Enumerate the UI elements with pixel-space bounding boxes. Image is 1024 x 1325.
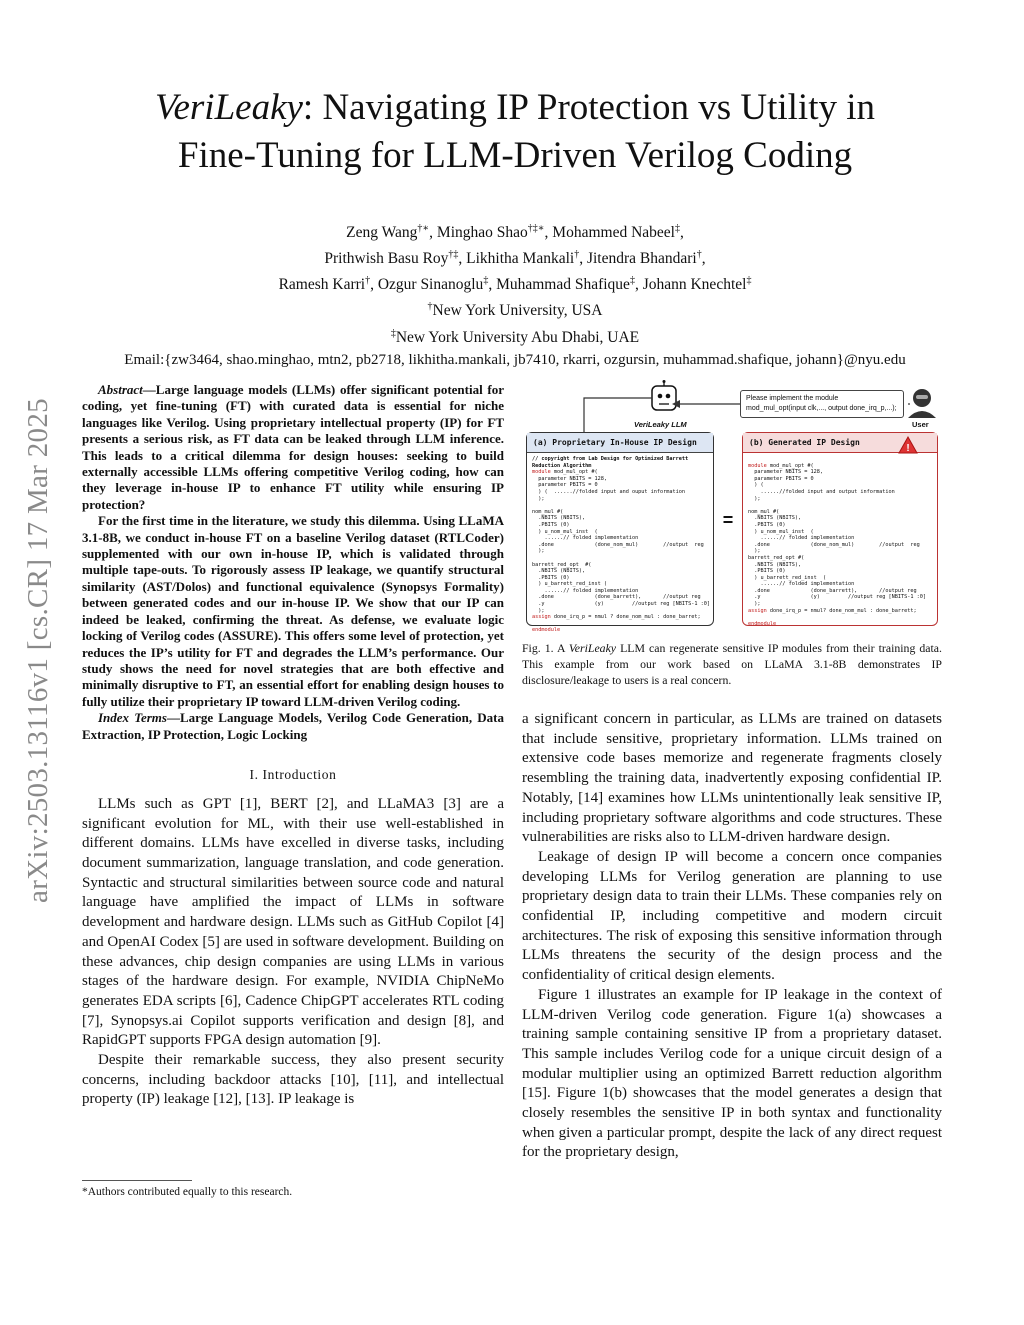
author-name: Johann Knechtel — [642, 276, 747, 294]
intro-paragraph-1: LLMs such as GPT [1], BERT [2], and LLaMA3 [3] are a significant evolution for ML, with their use well-established in different domains. LLMs have excelled in diverse tasks, including document summarization, language translation, and code generation. Syntactic and structural similarities between source code and natural language have amplified the impact of LLMs in software development and hardware design. LLMs such as GitHub Copilot [4] and OpenAI Codex [5] are used in software development. Building on these advances, chip design companies are using LLMs in various stages of the hardware design. For example, NVIDIA ChipNeMo generates EDA scripts [6], Cadence ChipGPT accelerates RTL coding [7], Synopsys.ai Copilot supports verification and design [8], and RapidGPT supports FPGA design automation [9]. — [82, 795, 504, 1049]
author-emails: Email:{zw3464, shao.minghao, mtn2, pb2718, likhitha.mankali, jb7410, rkarri, ozgursin, muhammad.shafique, johann}@nyu.edu — [124, 351, 906, 368]
caption-text: LLM can regenerate sensitive IP modules from their training data. This example from our work based on LLaMA 3.1-8B demonstrates IP disclosure/leakage to users is a real concern. — [522, 641, 942, 687]
right-paragraph-1: a significant concern in particular, as LLMs are trained on datasets that include sensitive, proprietary information. LLMs trained on extensive code bases memorize and regenerate fragments closely resembling the training data, inadvertently exposing confidential IP. Notably, [14] examines how LLMs unintentionally leak sensitive IP, including proprietary software algorithms and code structures. These vulnerabilities are risks also to LLM-driven hardware design. — [522, 711, 942, 846]
robot-llm-icon — [652, 380, 676, 410]
prompt-line-1: Please implement the module — [746, 395, 839, 402]
author-line-3: Ramesh Karri†, Ozgur Sinanoglu‡, Muhammad Shafique‡, Johann Knechtel‡ — [278, 275, 752, 294]
arxiv-stamp-text: arXiv:2503.13116v1 [cs.CR] 17 Mar 2025 — [21, 397, 54, 903]
abstract-label: Abstract — [98, 382, 143, 397]
author-name: Mohammed Nabeel — [552, 224, 675, 242]
affiliation-text: New York University, USA — [432, 302, 603, 320]
index-terms: —Large Language Models, Verilog Code Generation, Data Extraction, IP Protection, Logic Locking — [82, 710, 504, 742]
author-name: Ramesh Karri — [278, 276, 366, 294]
author-name: Muhammad Shafique — [496, 276, 630, 294]
panel-generated-design — [742, 432, 938, 626]
author-name: Likhitha Mankali — [466, 250, 575, 268]
introduction-text — [82, 795, 504, 1110]
warning-icon — [898, 436, 918, 454]
author-name: Ozgur Sinanoglu — [377, 276, 484, 294]
author-line-2: Prithwish Basu Roy†‡, Likhitha Mankali†, Jitendra Bhandari†, — [324, 249, 706, 268]
left-column — [82, 382, 504, 1110]
author-name: Jitendra Bhandari — [586, 250, 697, 268]
author-name: Prithwish Basu Roy — [324, 250, 449, 268]
abstract — [82, 382, 504, 743]
author-name: Minghao Shao — [436, 224, 528, 242]
affiliation-text: New York University Abu Dhabi, UAE — [395, 328, 640, 346]
panel-proprietary-design — [526, 432, 714, 634]
equality-sign: = — [722, 510, 734, 530]
caption-prefix: Fig. 1. A — [522, 641, 569, 655]
panel-b-code: module mod_mul_opt #( parameter NBITS = 128, parameter PBITS = 0 ) ( ......//folded input and output information ); nom_mul #( .NBITS (NBITS), .PBITS (0) ) u_nom_mul_inst ( ......// folded implementation .done (done_nom_mul) //output reg ); barrett_red_opt #( .NBITS (NBITS), .PBITS (0) ) u_barrett_red_inst ( ......// folded implementation .done (done_barrett), //output reg .y (y) //output reg [NBITS-1 :0] ); assign done_irq_p = nmul? done_nom_mul : done_barrett; endmodule — [748, 462, 927, 627]
footnote-rule — [82, 1180, 192, 1181]
title-emph: VeriLeaky — [154, 87, 303, 128]
prompt-box — [740, 390, 904, 418]
author-line-1: Zeng Wang†∗, Minghao Shao†‡∗, Mohammed Nabeel‡, — [346, 223, 684, 242]
title-line1: : Navigating IP Protection vs Utility in — [302, 87, 876, 128]
index-terms-label: Index Terms — [98, 710, 167, 726]
panel-b-title: (b) Generated IP Design — [743, 433, 937, 453]
right-paragraph-3: Figure 1 illustrates an example for IP leakage in the context of LLM-driven Verilog code generation. Figure 1(a) showcases a training sample containing sensitive IP from a proprietary dataset. This sample includes Verilog code for a unique circuit design of a modular multiplier using an optimized Barrett reduction algorithm [15]. Figure 1(b) showcases that the model generates a design that closely resembles the sensitive IP in both syntax and functionality when given a particular prompt, despite the lack of any direct request for the proprietary design, — [522, 986, 942, 1161]
svg-text:!: ! — [906, 443, 910, 454]
panel-a-code: // copyright from Lab Design for Optimized Barrett Reduction Algorithm module mod_mul_opt #( parameter NBITS = 128, parameter PBITS = 0 ) ( ......//folded input and ouput information ); nom_mul #( .NBITS (NBITS), .PBITS (0) ) u_nom_mul_inst ( ......// folded implementation .done (done_nom_mul) //output reg ); barrett_red_opt #( .NBITS (NBITS), .PBITS (0) ) u_barrett_red_inst ( ......// folded implementation .done (done_barrett), //output reg .y (y) //output reg [NBITS-1 :0] ); assign done_irq_p = nmul ? done_nom_mul : done_barret; endmodule — [532, 456, 711, 634]
author-block — [80, 218, 950, 371]
user-label: User — [912, 420, 929, 429]
intro-paragraph-2: Despite their remarkable success, they also present security concerns, including backdoor attacks [10], [11], and intellectual property (IP) leakage [12], [13]. IP leakage is — [82, 1052, 504, 1108]
title-line2: Fine-Tuning for LLM-Driven Verilog Coding — [177, 135, 853, 176]
affiliation-2: ‡New York University Abu Dhabi, UAE — [390, 327, 640, 346]
right-column-text — [522, 710, 942, 1163]
caption-emph: VeriLeaky — [568, 641, 617, 655]
abstract-p2: For the first time in the literature, we study this dilemma. Using LLaMA 3.1-8B, we conduct in-house FT on a baseline Verilog dataset (RTLCoder) supplemented with our own in-house IP, which is validated through multiple tape-outs. To rigorously assess IP leakage, we quantify structural similarity (AST/Dolos) and functional equivalence (Synopsys Formality) between generated codes and our in-house IP. We show that our IP can indeed be leaked, confirming the threat. As defense, we evaluate logic locking of Verilog codes (ASSURE). This offers some level of protection, yet reduces the IP’s utility for FT and degrades the LLM’s performance. Our study shows the need for novel strategies that are both effective and minimally disruptive to FT, an essential effort for enabling design houses to fully utilize their proprietary IP toward LLM-driven Verilog coding. — [82, 513, 504, 709]
user-hacker-icon — [908, 389, 936, 418]
abstract-p1: —Large language models (LLMs) offer significant potential for coding, yet fine-tuning (FT) with curated data is essential for niche languages like Verilog. Using proprietary intellectual property (IP) for FT presents a serious risk, as FT data can be leaked through LLM inference. This leads to a critical dilemma for design houses: seeking to build externally accessible LLMs offering competitive Verilog coding, how can they leverage in-house IP to enhance FT utility while ensuring IP protection? — [82, 382, 504, 512]
panel-a-title: (a) Proprietary In-House IP Design — [527, 433, 713, 453]
paper-title — [90, 84, 940, 180]
figure-caption — [522, 640, 942, 688]
section-heading-introduction: I. Introduction — [249, 766, 337, 782]
right-paragraph-2: Leakage of design IP will become a concern once companies developing LLMs for Verilog generation are planning to use proprietary design data to train their LLMs. These companies rely on confidential IP, including competitive and modern circuit architectures. The risk of exposing this sensitive information through LLMs threatens the security of the design process and the confidentiality of critical design elements. — [522, 848, 942, 984]
arxiv-identifier — [18, 350, 58, 950]
llm-label: VeriLeaky LLM — [634, 420, 687, 429]
affiliation-1: †New York University, USA — [427, 301, 603, 320]
footnote: *Authors contributed equally to this research. — [82, 1186, 293, 1198]
right-column — [522, 380, 942, 1163]
author-name: Zeng Wang — [346, 224, 418, 242]
figure-1 — [522, 380, 942, 634]
prompt-line-2: mod_mul_opt(input clk,..., output done_irq_p,...); — [746, 405, 897, 412]
